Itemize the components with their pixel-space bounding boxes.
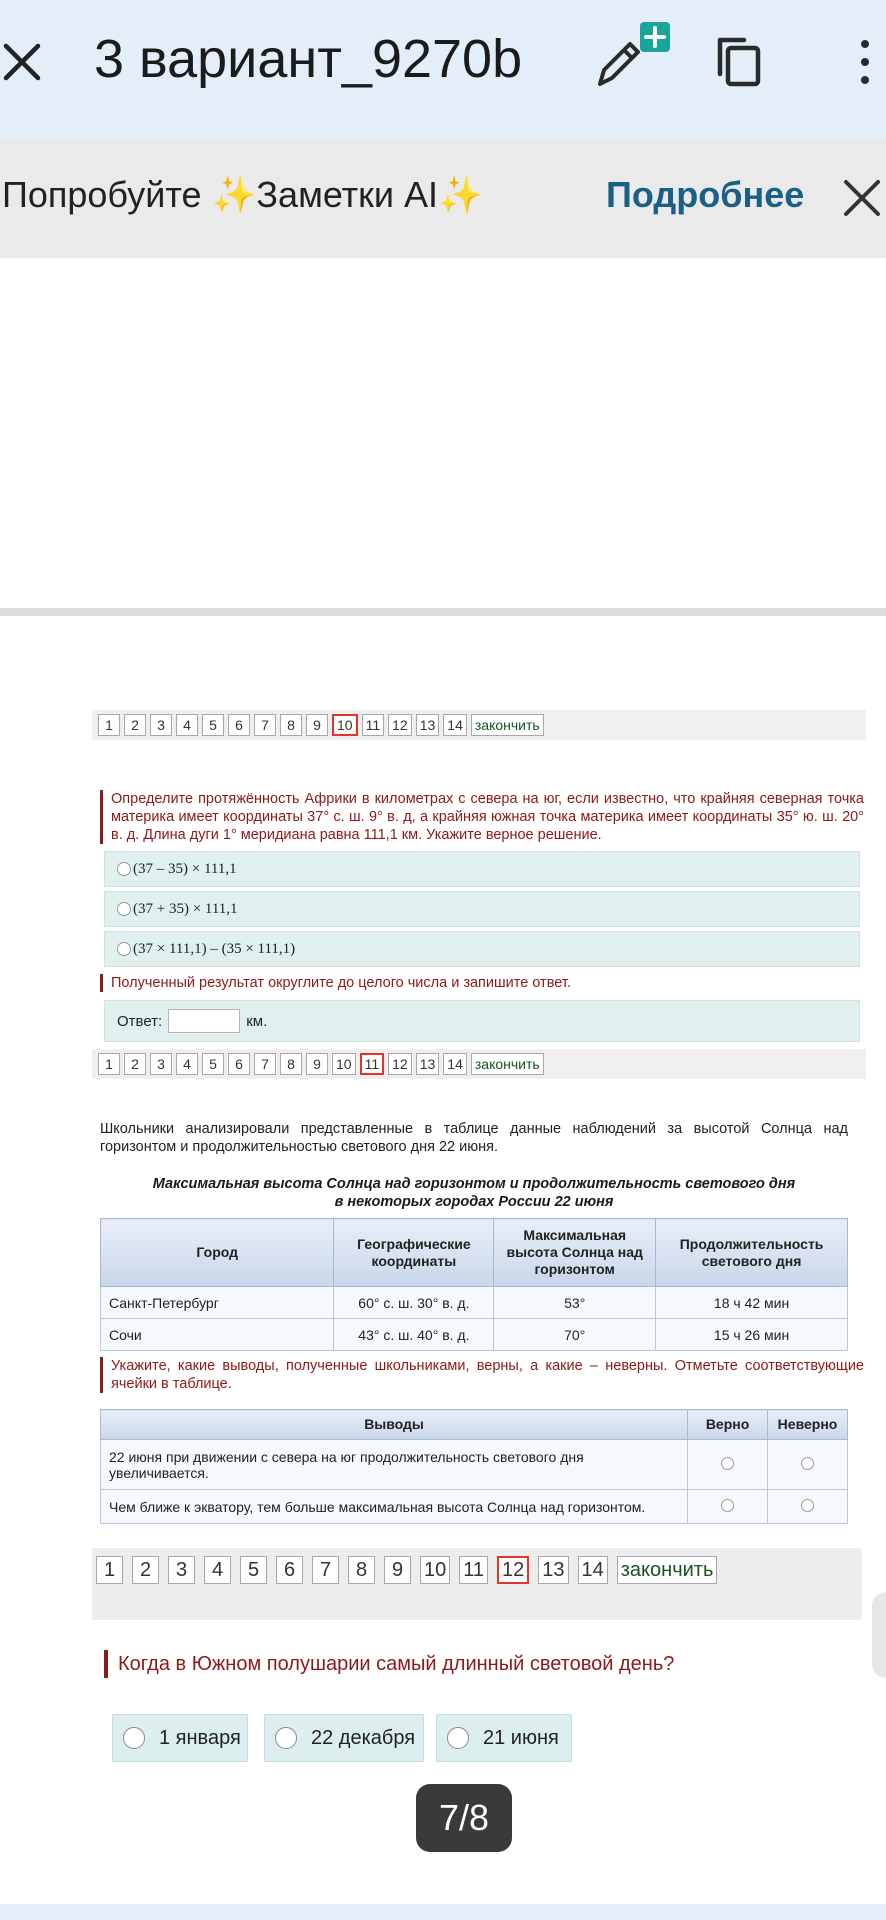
scroll-handle[interactable] [872, 1592, 886, 1678]
radio-button[interactable] [721, 1457, 734, 1470]
table-caption [100, 1175, 848, 1211]
nav-button[interactable]: 10 [420, 1556, 450, 1584]
nav-button[interactable]: 9 [384, 1556, 411, 1584]
finish-button[interactable]: закончить [471, 714, 544, 736]
promo-close-icon[interactable] [842, 176, 882, 220]
answer-label: Ответ: [117, 1012, 163, 1030]
nav-button[interactable]: 1 [98, 714, 120, 736]
table-row [101, 1319, 848, 1351]
nav-button[interactable]: 6 [276, 1556, 303, 1584]
nav-button[interactable]: 12 [388, 1053, 412, 1075]
true-cell[interactable] [688, 1440, 768, 1490]
nav-button[interactable]: 10 [332, 1053, 356, 1075]
nav-button[interactable]: 3 [150, 714, 172, 736]
option-label: 1 января [159, 1726, 241, 1749]
top-bar [0, 0, 886, 140]
question-nav-q11 [92, 1049, 866, 1079]
option-label: 21 июня [483, 1726, 559, 1749]
radio-button[interactable] [801, 1499, 814, 1512]
nav-button[interactable]: 5 [202, 714, 224, 736]
nav-button[interactable]: 1 [96, 1556, 123, 1584]
bottom-bar [0, 1904, 886, 1920]
nav-button[interactable]: 11 [459, 1556, 488, 1584]
nav-button[interactable]: 8 [280, 1053, 302, 1075]
answer-option[interactable] [112, 1714, 248, 1762]
nav-button[interactable]: 14 [443, 714, 467, 736]
radio-button[interactable] [721, 1499, 734, 1512]
nav-button[interactable]: 4 [176, 714, 198, 736]
nav-button[interactable]: 14 [443, 1053, 467, 1075]
radio-button[interactable] [275, 1727, 297, 1749]
nav-button[interactable]: 7 [254, 714, 276, 736]
nav-button[interactable]: 12 [388, 714, 412, 736]
table-cell: Сочи [101, 1319, 334, 1351]
table-header: Неверно [768, 1410, 848, 1440]
nav-button[interactable]: 7 [254, 1053, 276, 1075]
nav-button[interactable]: 4 [176, 1053, 198, 1075]
table-cell: 43° с. ш. 40° в. д. [334, 1319, 494, 1351]
conclusion-text: Чем ближе к экватору, тем больше максимальная высота Солнца над горизонтом. [101, 1490, 688, 1524]
nav-button[interactable]: 14 [578, 1556, 608, 1584]
answer-option[interactable] [104, 851, 860, 887]
table-cell: 60° с. ш. 30° в. д. [334, 1287, 494, 1319]
table-cell: 70° [494, 1319, 656, 1351]
true-cell[interactable] [688, 1490, 768, 1524]
nav-button[interactable]: 9 [306, 1053, 328, 1075]
copy-icon[interactable] [710, 30, 770, 94]
section-divider [0, 608, 886, 616]
page-indicator: 7/8 [416, 1784, 512, 1852]
table-row [101, 1440, 848, 1490]
instruction-text-q10: Полученный результат округлите до целого числа и запишите ответ. [100, 974, 864, 992]
table-header: Географические координаты [334, 1219, 494, 1287]
nav-button[interactable]: 5 [202, 1053, 224, 1075]
table-cell: 53° [494, 1287, 656, 1319]
nav-button[interactable]: 8 [348, 1556, 375, 1584]
caption-line: Максимальная высота Солнца над горизонтом и продолжительность светового дня [152, 1176, 796, 1192]
table-header: Верно [688, 1410, 768, 1440]
nav-button[interactable]: 2 [124, 714, 146, 736]
radio-button[interactable] [117, 862, 131, 876]
nav-button-current[interactable]: 12 [497, 1556, 529, 1584]
nav-button[interactable]: 3 [150, 1053, 172, 1075]
nav-button[interactable]: 2 [132, 1556, 159, 1584]
nav-button[interactable]: 1 [98, 1053, 120, 1075]
answer-row [104, 1000, 860, 1042]
table-header: Максимальная высота Солнца над горизонтом [494, 1219, 656, 1287]
instruction-text-q11: Укажите, какие выводы, полученные школьниками, верны, а какие – неверны. Отметьте соответствующие ячейки в таблице. [100, 1357, 864, 1393]
nav-button[interactable]: 13 [416, 1053, 440, 1075]
answer-option[interactable] [104, 891, 860, 927]
nav-button[interactable]: 9 [306, 714, 328, 736]
answer-option[interactable] [264, 1714, 424, 1762]
intro-text-q11: Школьники анализировали представленные в таблице данные наблюдений за высотой Солнца над горизонтом и продолжительностью светового дня 22 июня. [100, 1121, 848, 1155]
answer-input[interactable] [168, 1009, 240, 1033]
table-header: Продолжительность светового дня [656, 1219, 848, 1287]
nav-button[interactable]: 8 [280, 714, 302, 736]
conclusions-table [100, 1409, 848, 1524]
close-icon[interactable] [0, 30, 48, 94]
nav-button[interactable]: 6 [228, 714, 250, 736]
observations-table [100, 1218, 848, 1351]
option-label: 22 декабря [311, 1726, 416, 1749]
finish-button[interactable]: закончить [471, 1053, 544, 1075]
promo-text: Попробуйте ✨Заметки AI✨ [2, 174, 483, 215]
table-row [101, 1490, 848, 1524]
option-label: (37 – 35) × 111,1 [133, 860, 237, 877]
table-cell: 18 ч 42 мин [656, 1287, 848, 1319]
radio-button[interactable] [801, 1457, 814, 1470]
radio-button[interactable] [123, 1727, 145, 1749]
radio-button[interactable] [447, 1727, 469, 1749]
answer-option[interactable] [436, 1714, 572, 1762]
answer-unit: км. [246, 1012, 268, 1030]
nav-button-current[interactable]: 11 [360, 1053, 385, 1075]
edit-add-icon[interactable] [590, 22, 686, 102]
option-label: (37 × 111,1) – (35 × 111,1) [133, 940, 296, 957]
table-cell: 15 ч 26 мин [656, 1319, 848, 1351]
table-header: Выводы [101, 1410, 688, 1440]
promo-more-link[interactable]: Подробнее [606, 174, 805, 215]
conclusion-text: 22 июня при движении с севера на юг продолжительность светового дня увеличивается. [101, 1440, 688, 1490]
option-label: (37 + 35) × 111,1 [133, 900, 238, 917]
document-title: 3 вариант_9270b [94, 29, 523, 89]
radio-button[interactable] [117, 902, 131, 916]
nav-button-current[interactable]: 10 [332, 714, 358, 736]
question-nav-q12 [92, 1548, 862, 1620]
nav-button[interactable]: 4 [204, 1556, 231, 1584]
nav-button[interactable]: 2 [124, 1053, 146, 1075]
promo-banner [0, 140, 886, 258]
nav-button[interactable]: 6 [228, 1053, 250, 1075]
finish-button[interactable]: закончить [617, 1556, 718, 1584]
nav-button[interactable]: 11 [362, 714, 385, 736]
nav-button[interactable]: 7 [312, 1556, 339, 1584]
nav-button[interactable]: 5 [240, 1556, 267, 1584]
false-cell[interactable] [768, 1440, 848, 1490]
question-text-q10: Определите протяжённость Африки в километрах с севера на юг, если известно, что крайняя северная точка материка имеет координаты 37° с. ш. 9° в. д, а крайняя южная точка материка имеет координаты 35° ю. ш. 20° в. д. Длина дуги 1° меридиана равна 111,1 км. Укажите верное решение. [100, 790, 864, 844]
more-vertical-icon[interactable] [850, 32, 880, 92]
table-cell: Санкт-Петербург [101, 1287, 334, 1319]
nav-button[interactable]: 13 [416, 714, 440, 736]
table-row [101, 1287, 848, 1319]
table-header: Город [101, 1219, 334, 1287]
false-cell[interactable] [768, 1490, 848, 1524]
question-text-q12: Когда в Южном полушарии самый длинный световой день? [104, 1650, 674, 1678]
caption-line: в некоторых городах России 22 июня [334, 1194, 614, 1210]
radio-button[interactable] [117, 942, 131, 956]
answer-option[interactable] [104, 931, 860, 967]
question-nav-q10 [92, 710, 866, 740]
nav-button[interactable]: 3 [168, 1556, 195, 1584]
nav-button[interactable]: 13 [538, 1556, 568, 1584]
